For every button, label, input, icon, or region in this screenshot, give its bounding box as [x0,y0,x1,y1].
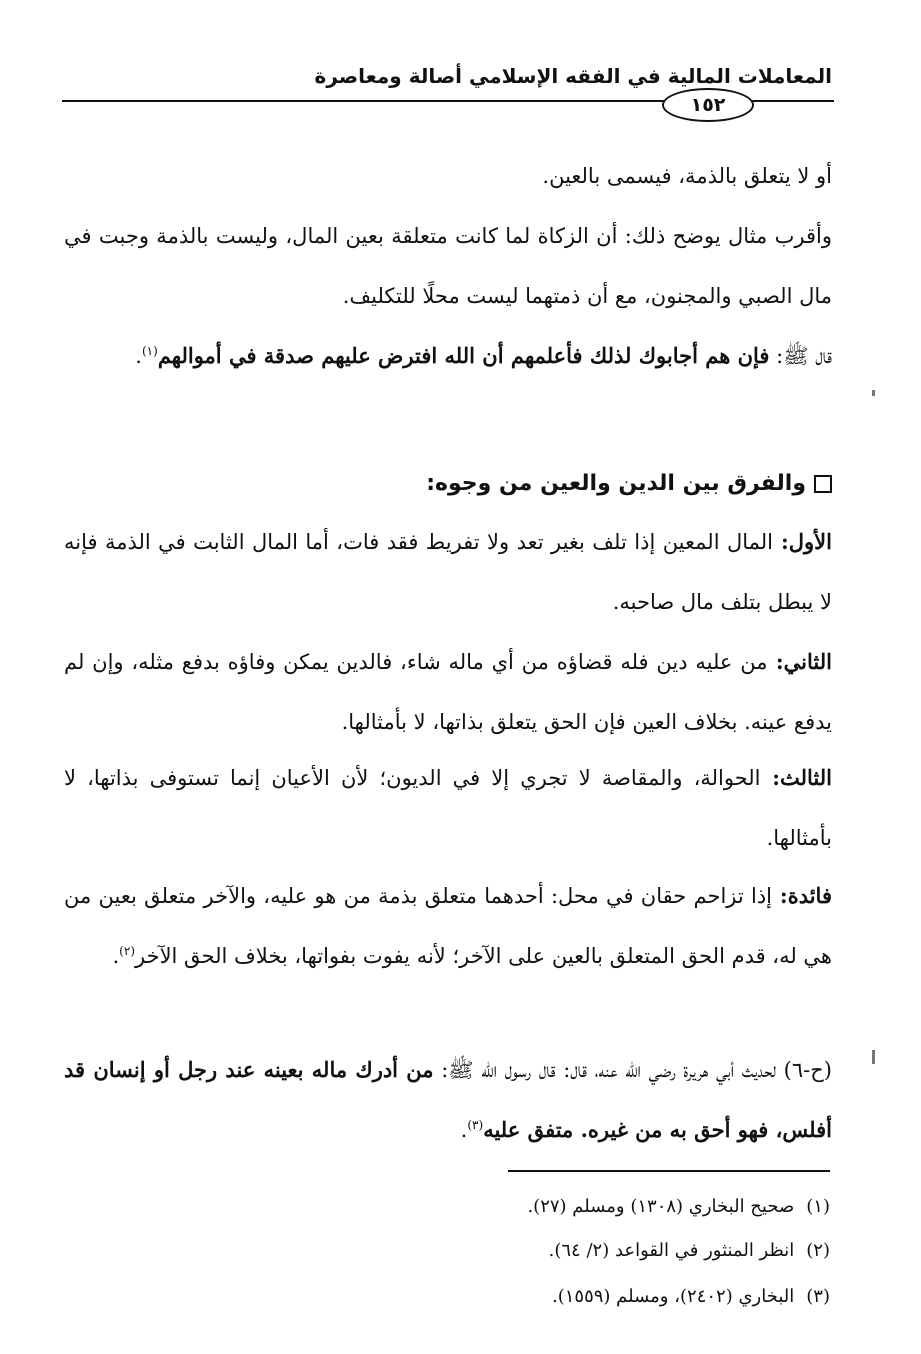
paragraph-first [64,512,832,632]
paragraph-third-lead: الثالث: [760,765,832,790]
scan-mark [872,390,875,396]
footnote-separator [508,1170,830,1172]
hadith-6-quote: من أدرك ماله بعينه عند رجل أو إنسان قد أفلس، فهو أحق به من غيره. متفق عليه [64,1057,832,1142]
paragraph-third-text: الحوالة، والمقاصة لا تجري إلا في الديون؛ لأن الأعيان إنما تستوفى بذاتها، لا بأمثالها. [64,766,832,850]
running-header: المعاملات المالية في الفقه الإسلامي أصالة ومعاصرة [314,64,832,88]
paragraph-hadith [64,1040,832,1160]
paragraph-first-lead: الأول: [772,529,832,554]
footnote-3 [64,1282,830,1312]
hadith-intro: قال ﷺ: [769,344,832,368]
paragraph-benefit-text: إذا تزاحم حقان في محل: أحدهما متعلق بذمة من هو عليه، والآخر متعلق بعين من هي له، قدم الحق المتعلق بالعين على الآخر؛ لأنه يفوت بفواتها، بخلاف الحق الآخر [64,884,832,968]
page-number: ١٥٢ [690,94,726,116]
footnote-2 [64,1236,830,1266]
paragraph-hadith-end: . [460,1118,468,1142]
footnote-3-text: البخاري (٢٤٠٢)، ومسلم (١٥٥٩). [551,1286,795,1307]
paragraph-second-text: من عليه دين فله قضاؤه من أي ماله شاء، فالدين يمكن وفاؤه بدفع مثله، وإن لم يدفع عينه. بخلاف العين فإن الحق يتعلق بذاتها، لا بأمثالها. [64,650,832,734]
section-heading [64,464,832,504]
footnote-2-number: (٢) [806,1240,830,1261]
paragraph-benefit-lead: فائدة: [772,883,832,908]
paragraph-3-end: . [135,344,142,368]
section-heading-text: والفرق بين الدين والعين من وجوه: [426,471,806,496]
paragraph-2: وأقرب مثال يوضح ذلك: أن الزكاة لما كانت متعلقة بعين المال، وليست بالذمة وجبت في مال الصبي والمجنون، مع أن ذمتهما ليست محلًا للتكليف. [64,224,832,308]
hadith-6-intro: (ح-٦) لحديث أبي هريرة رضي الله عنه، قال: قال رسول الله ﷺ: [433,1058,832,1082]
footnote-1 [64,1192,830,1222]
hadith-quote: فإن هم أجابوك لذلك فأعلمهم أن الله افترض عليهم صدقة في أموالهم [157,343,770,368]
paragraph-benefit [64,866,832,986]
square-bullet-icon [814,475,832,493]
paragraph-second-lead: الثاني: [767,649,832,674]
page-number-oval [662,88,754,122]
footnote-ref-1: (١) [141,344,158,358]
paragraph-1: أو لا يتعلق بالذمة، فيسمى بالعين. [542,164,832,188]
footnote-2-text: انظر المنثور في القواعد (٢/ ٦٤). [548,1240,795,1261]
scan-mark [872,1050,875,1064]
footnote-1-number: (١) [806,1196,830,1217]
footnote-ref-2: (٢) [119,944,135,958]
paragraph-second [64,632,832,752]
paragraph-3 [64,326,832,386]
paragraph-first-text: المال المعين إذا تلف بغير تعد ولا تفريط فقد فات، أما المال الثابت في الذمة فإنه لا يبطل بتلف مال صاحبه. [64,530,832,614]
footnote-ref-3: (٣) [467,1118,484,1132]
footnote-3-number: (٣) [806,1286,830,1307]
footnote-1-text: صحيح البخاري (١٣٠٨) ومسلم (٢٧). [527,1196,795,1217]
paragraph-third [64,748,832,868]
paragraph-benefit-end: . [112,944,120,968]
